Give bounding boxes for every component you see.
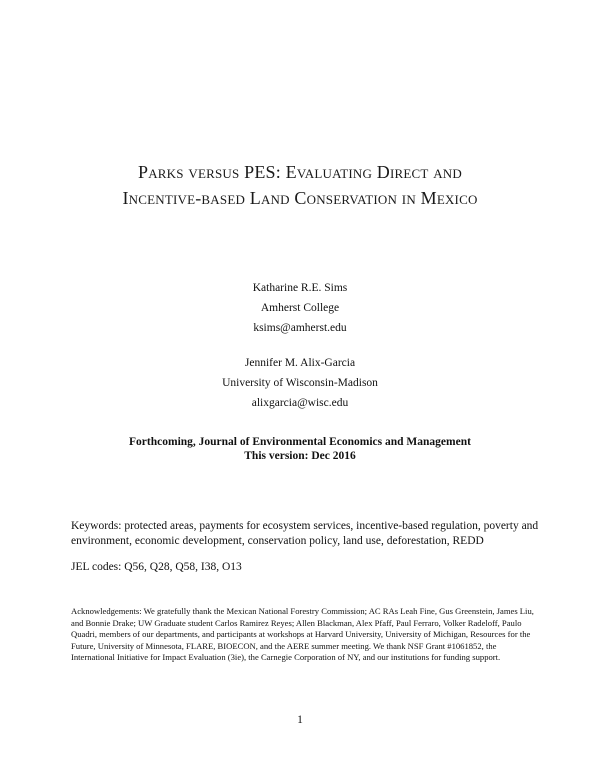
author-name: Katharine R.E. Sims xyxy=(252,282,348,294)
publication-info xyxy=(0,435,600,463)
author-list xyxy=(0,278,600,413)
jel-codes: JEL codes: Q56, Q28, Q58, I38, O13 xyxy=(71,561,242,573)
keywords-paragraph: Keywords: protected areas, payments for ecosystem services, incentive-based regulation, poverty and environment, economic development, conservation policy, land use, deforestation, REDD xyxy=(71,520,539,547)
forthcoming-line: Forthcoming, Journal of Environmental Economics and Management xyxy=(129,436,471,448)
author-affiliation: Amherst College xyxy=(260,302,340,314)
author-name: Jennifer M. Alix-Garcia xyxy=(244,357,356,369)
paper-title xyxy=(40,159,560,211)
acknowledgements-paragraph: Acknowledgements: We gratefully thank the Mexican National Forestry Commission; AC RAs Leah Fine, Gus Greenstein, James Liu, and Bonnie Drake; UW Graduate student Carlos Ramirez Reyes; Allen Blackman, Alex Pfaff, Paul Ferraro, Volker Radeloff, Paulo Quadri, members of our departments, and participants at workshops at Harvard University, University of Michigan, Resources for the Future, University of Minnesota, FLARE, BIOECON, and the AERE summer meeting. We thank NSF Grant #1061852, the International Initiative for Impact Evaluation (3ie), the Carnegie Corporation of NY, and our institutions for funding support. xyxy=(71,606,534,663)
author-affiliation: University of Wisconsin-Madison xyxy=(222,377,378,389)
title-line-1: Parks versus PES: Evaluating Direct and xyxy=(138,162,462,182)
author-block-1 xyxy=(0,278,600,338)
author-email: ksims@amherst.edu xyxy=(253,322,347,334)
title-line-2: Incentive-based Land Conservation in Mexico xyxy=(122,188,478,208)
page-number: 1 xyxy=(297,714,303,726)
version-line: This version: Dec 2016 xyxy=(244,450,356,462)
author-block-2 xyxy=(0,353,600,413)
author-email: alixgarcia@wisc.edu xyxy=(251,397,349,409)
